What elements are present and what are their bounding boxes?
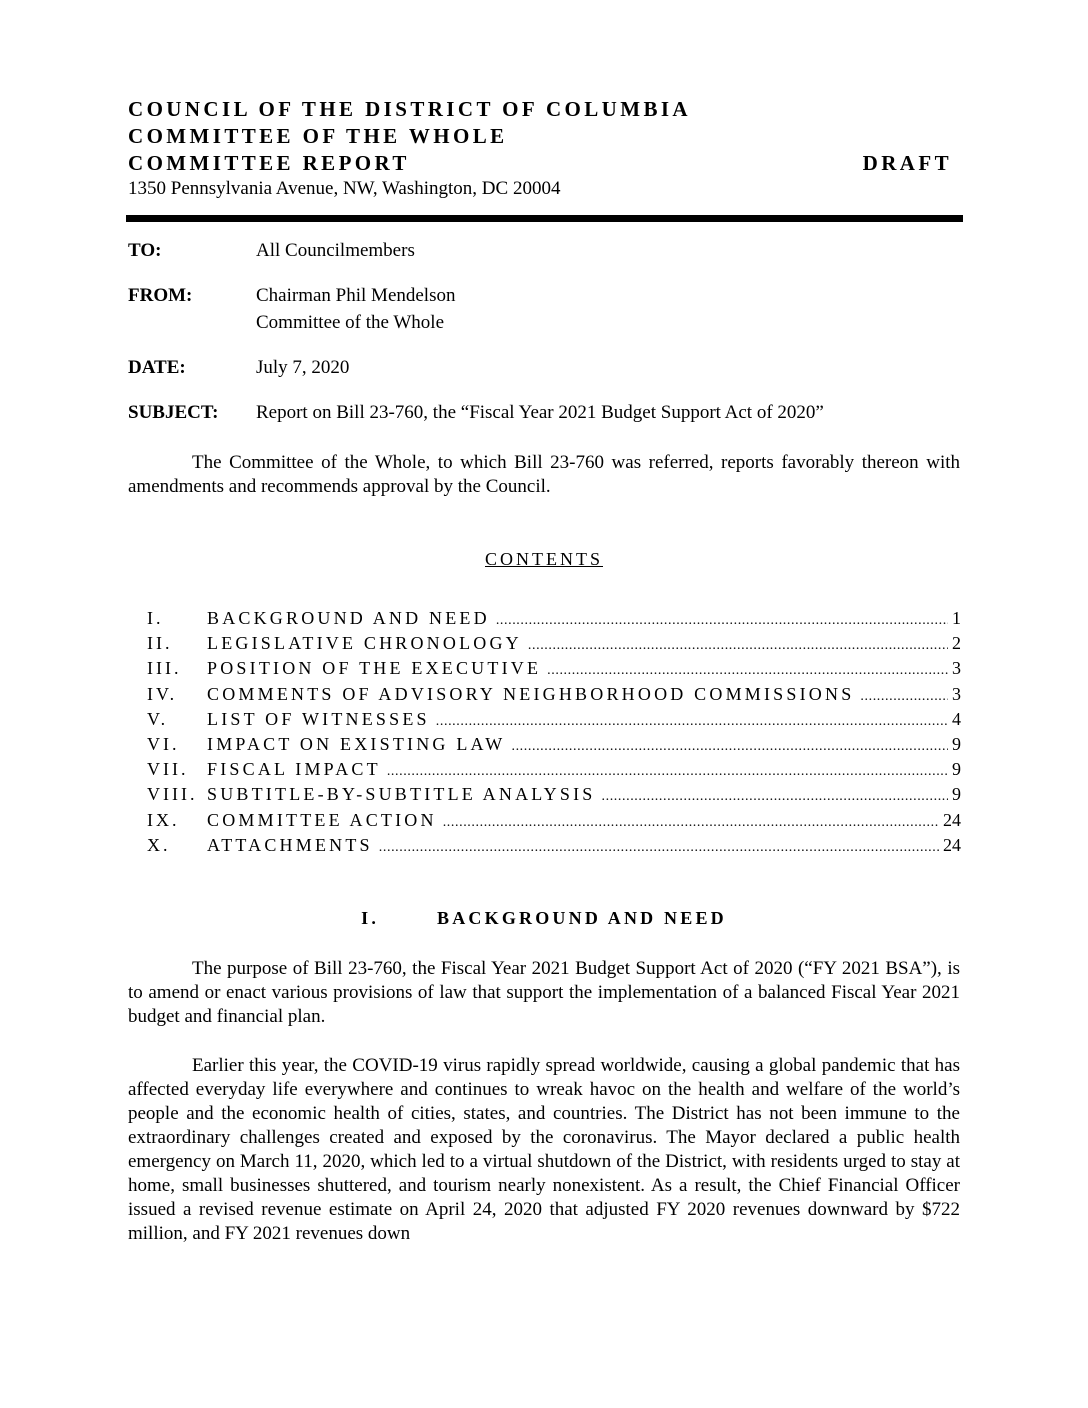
toc-entry-page: 24	[943, 809, 961, 830]
toc-dot-leader	[547, 658, 948, 683]
toc-entry-number: VI.	[147, 733, 180, 754]
memo-to-value: All Councilmembers	[256, 240, 415, 261]
council-address: 1350 Pennsylvania Avenue, NW, Washington, DC 20004	[128, 178, 561, 199]
toc-entry-page: 9	[952, 759, 961, 780]
toc-entry-page: 3	[952, 658, 961, 679]
contents-title-text: CONTENTS	[485, 549, 603, 569]
memo-from-value-1: Chairman Phil Mendelson	[256, 285, 456, 306]
toc-dot-leader	[443, 810, 939, 835]
toc-entry	[147, 656, 961, 681]
toc-entry-number: IV.	[147, 683, 178, 704]
header-rule	[126, 215, 963, 222]
toc-entry	[147, 707, 961, 732]
toc-entry-page: 3	[952, 683, 961, 704]
section-title: BACKGROUND AND NEED	[437, 908, 727, 928]
covid-paragraph: Earlier this year, the COVID-19 virus rapidly spread worldwide, causing a global pandemic that has affected everyday life everywhere and continues to wreak havoc on the health and welfare of the world’s people and the economic health of cities, states, and countries. The District has not been immune to the extraordinary challenges created and exposed by the coronavirus. The Mayor declared a public health emergency on March 11, 2020, which led to a virtual shutdown of the District, with residents urged to stay at home, small businesses shuttered, and tourism nearly nonexistent. As a result, the Chief Financial Officer issued a revised revenue estimate on April 24, 2020 that adjusted FY 2020 revenues downward by $722 million, and FY 2021 revenues down	[128, 1055, 960, 1244]
memo-to-label: TO:	[128, 240, 162, 261]
memo-date-value: July 7, 2020	[256, 357, 350, 378]
toc-entry	[147, 732, 961, 757]
toc-entry-title: FISCAL IMPACT	[207, 759, 381, 780]
contents-title	[0, 547, 1088, 571]
toc-entry-page: 1	[952, 608, 961, 628]
toc-dot-leader	[860, 684, 948, 709]
intro-paragraph: The Committee of the Whole, to which Bill 23-760 was referred, reports favorably thereon with amendments and recommends approval by the Council.	[128, 452, 960, 497]
toc-entry-number: VII.	[147, 759, 189, 780]
toc-entry-number: X.	[147, 834, 171, 855]
toc-entry-number: V.	[147, 708, 169, 729]
toc-entry-page: 4	[952, 708, 961, 729]
toc-entry-number: IX.	[147, 809, 180, 830]
committee-name: COMMITTEE OF THE WHOLE	[128, 124, 508, 148]
toc-entry-title: ATTACHMENTS	[207, 834, 373, 855]
section-number: I.	[361, 908, 380, 928]
toc-entry-title: LIST OF WITNESSES	[207, 708, 430, 729]
toc-entry-page: 9	[952, 733, 961, 754]
section-heading	[0, 906, 1088, 930]
toc-entry-number: I.	[147, 608, 164, 628]
toc-entry-number: II.	[147, 633, 173, 654]
toc-entry-page: 2	[952, 633, 961, 654]
memo-from-value-2: Committee of the Whole	[256, 312, 445, 333]
toc-dot-leader	[528, 633, 948, 658]
council-name: COUNCIL OF THE DISTRICT OF COLUMBIA	[128, 97, 691, 121]
draft-label: DRAFT	[862, 151, 952, 175]
purpose-paragraph: The purpose of Bill 23-760, the Fiscal Year 2021 Budget Support Act of 2020 (“FY 2021 BSA”), is to amend or enact various provisions of law that support the implementation of a balanced Fiscal Year 2021 budget and financial plan.	[128, 958, 960, 1027]
toc-entry	[147, 808, 961, 833]
memo-subject-value: Report on Bill 23-760, the “Fiscal Year 2021 Budget Support Act of 2020”	[256, 402, 824, 423]
toc-dot-leader	[436, 709, 948, 734]
toc-entry	[147, 782, 961, 807]
toc-entry-page: 24	[943, 834, 961, 855]
toc-entry-title: COMMITTEE ACTION	[207, 809, 437, 830]
toc-entry-title: IMPACT ON EXISTING LAW	[207, 733, 506, 754]
toc-entry	[147, 631, 961, 656]
toc-dot-leader	[379, 835, 939, 860]
toc-entry	[147, 682, 961, 707]
memo-subject-label: SUBJECT:	[128, 402, 219, 423]
table-of-contents	[147, 606, 961, 858]
toc-entry	[147, 757, 961, 782]
toc-entry-title: BACKGROUND AND NEED	[207, 608, 490, 628]
toc-entry-title: POSITION OF THE EXECUTIVE	[207, 658, 542, 679]
toc-dot-leader	[511, 734, 948, 759]
toc-entry-title: SUBTITLE-BY-SUBTITLE ANALYSIS	[207, 784, 596, 805]
toc-dot-leader	[602, 784, 949, 809]
memo-date-label: DATE:	[128, 357, 186, 378]
toc-entry	[147, 606, 961, 631]
toc-dot-leader	[496, 608, 948, 633]
toc-entry-number: VIII.	[147, 784, 198, 805]
toc-entry-title: COMMENTS OF ADVISORY NEIGHBORHOOD COMMISSIONS	[207, 683, 855, 704]
toc-dot-leader	[387, 759, 948, 784]
report-type: COMMITTEE REPORT	[128, 151, 410, 175]
toc-entry	[147, 833, 961, 858]
memo-from-label: FROM:	[128, 285, 193, 306]
toc-entry-number: III.	[147, 658, 182, 679]
toc-entry-title: LEGISLATIVE CHRONOLOGY	[207, 633, 522, 654]
toc-entry-page: 9	[952, 784, 961, 805]
